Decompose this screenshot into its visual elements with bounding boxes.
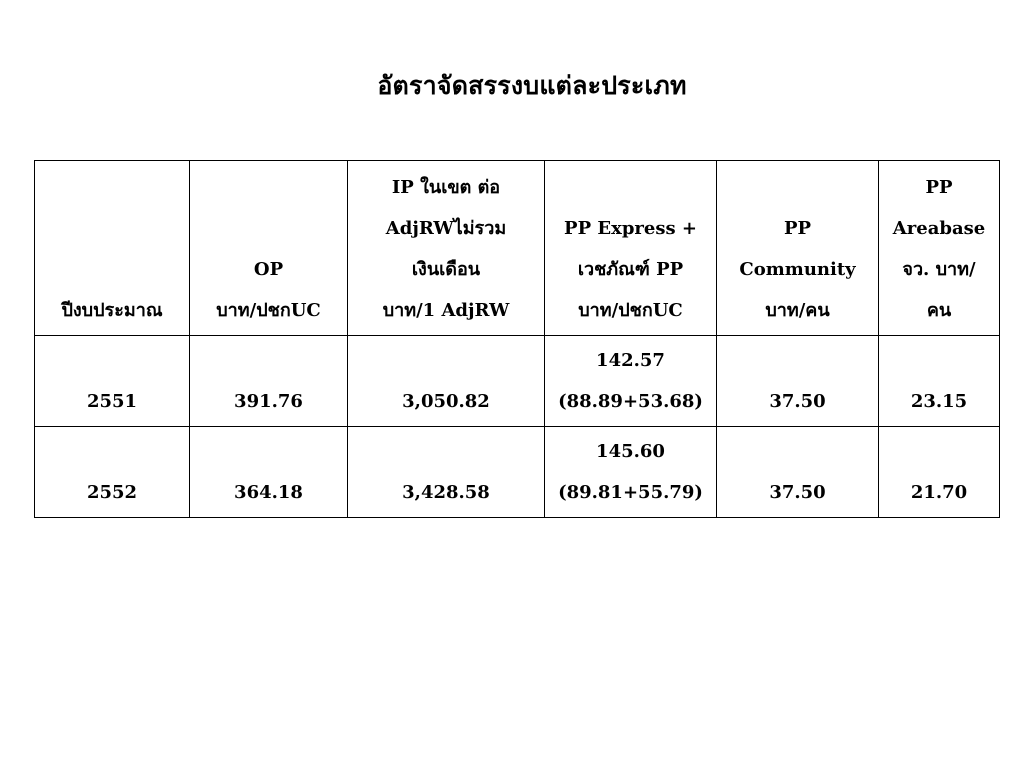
header-fiscal-year: [35, 161, 190, 336]
header-line: PP Express +: [564, 218, 697, 239]
cell-pp-community: 37.50: [717, 336, 879, 427]
table-row: [35, 427, 1000, 518]
cell-pp-areabase: 23.15: [879, 336, 1000, 427]
header-line: คน: [926, 300, 952, 321]
cell-year: 2551: [35, 336, 190, 427]
header-line: เวชภัณฑ์ PP: [577, 259, 684, 280]
header-line: บาท/1 AdjRW: [382, 300, 510, 321]
cell-ip: 3,428.58: [348, 427, 545, 518]
cell-ip: 3,050.82: [348, 336, 545, 427]
table-row: [35, 336, 1000, 427]
header-line: PP: [925, 177, 953, 198]
page-title: อัตราจัดสรรงบแต่ละประเภท: [377, 71, 687, 100]
budget-rate-table: [34, 160, 1000, 518]
header-ip: [348, 161, 545, 336]
header-line: Community: [739, 259, 856, 280]
pp-express-total: 145.60: [596, 441, 665, 462]
cell-op: 391.76: [190, 336, 348, 427]
cell-pp-express: [545, 336, 717, 427]
header-line: OP: [253, 259, 284, 280]
header-pp-community: [717, 161, 879, 336]
header-line: IP ในเขต ต่อ: [391, 177, 501, 198]
header-pp-express: [545, 161, 717, 336]
header-op: [190, 161, 348, 336]
header-line: เงินเดือน: [411, 259, 481, 280]
cell-pp-community: 37.50: [717, 427, 879, 518]
cell-pp-express: [545, 427, 717, 518]
header-line: ปีงบประมาณ: [61, 300, 163, 321]
header-line: บาท/คน: [765, 300, 830, 321]
header-line: Areabase: [892, 218, 986, 239]
cell-pp-areabase: 21.70: [879, 427, 1000, 518]
header-line: AdjRWไม่รวม: [385, 218, 507, 239]
cell-year: 2552: [35, 427, 190, 518]
pp-express-breakdown: (89.81+55.79): [558, 482, 703, 503]
header-row: [35, 161, 1000, 336]
header-line: จว. บาท/: [902, 259, 976, 280]
header-line: PP: [783, 218, 812, 239]
pp-express-breakdown: (88.89+53.68): [558, 391, 703, 412]
header-line: บาท/ปชกUC: [216, 300, 321, 321]
header-line: บาท/ปชกUC: [578, 300, 683, 321]
cell-op: 364.18: [190, 427, 348, 518]
header-pp-areabase: [879, 161, 1000, 336]
pp-express-total: 142.57: [596, 350, 665, 371]
